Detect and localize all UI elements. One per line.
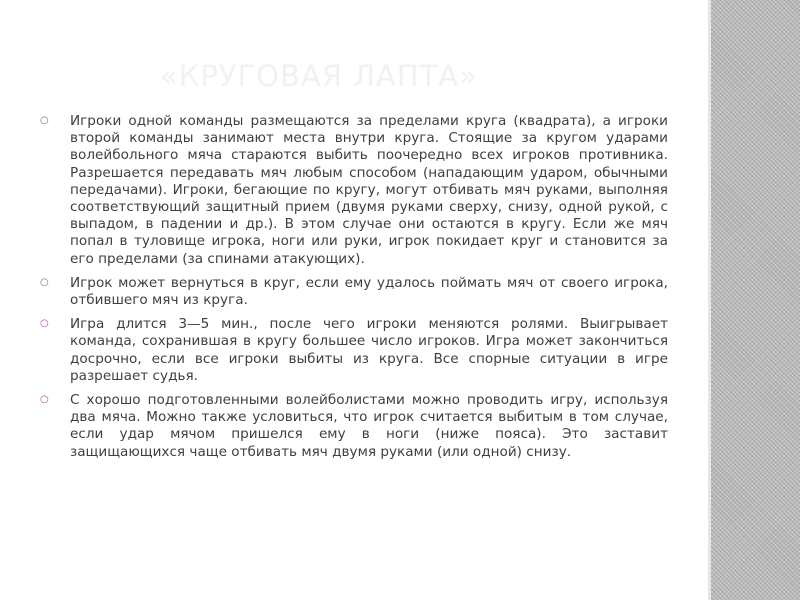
bullet-list — [40, 113, 668, 468]
bullet-text-1: Игроки одной команды размещаются за пределами круга (квадрата), а игроки второй команды занимают места внутри круга. Стоящие за кругом ударами волейбольного мяча стараются выбить поочередно всех игроков противника. Разрешается передавать мяч любым способом (нападающим ударом, обычными передачами). Игроки, бегающие по кругу, могут отбивать мяч руками, выполняя соответствующий защитный прием (двумя руками сверху, снизу, одной рукой, с выпадом, в падении и др.). В этом случае они остаются в кругу. Если же мяч попал в туловище игрока, ноги или руки, игрок покидает круг и становится за его пределами (за спинами атакующих). — [70, 113, 668, 267]
decorative-side-strip — [711, 0, 800, 600]
bullet-item-4 — [40, 392, 668, 461]
hollow-circle-bullet-icon: ○ — [40, 394, 49, 406]
bullet-text-3: Игра длится 3—5 мин., после чего игроки меняются ролями. Выигрывает команда, сохранившая в кругу большее число игроков. Игра может закончиться досрочно, если все игроки выбиты из круга. Все спорные ситуации в игре разрешает судья. — [70, 316, 668, 384]
hollow-circle-bullet-icon: ○ — [40, 115, 49, 126]
bullet-item-3 — [40, 316, 668, 385]
slide-title: «КРУГОВАЯ ЛАПТА» — [160, 59, 478, 93]
bullet-item-1 — [40, 113, 668, 268]
bullet-item-2 — [40, 275, 668, 309]
hollow-circle-bullet-icon: ○ — [40, 276, 49, 288]
bullet-text-2: Игрок может вернуться в круг, если ему удалось поймать мяч от своего игрока, отбившего мяч из круга. — [70, 274, 668, 309]
bullet-text-4: С хорошо подготовленными волейболистами можно проводить игру, используя два мяча. Можно также условиться, что игрок считается выбитым в том случае, если удар мячом пришелся ему в ноги (ниже пояса). Это заставит защищающихся чаще отбивать мяч двумя руками (или одной) снизу. — [70, 392, 668, 460]
hollow-circle-bullet-icon: ○ — [40, 318, 49, 330]
